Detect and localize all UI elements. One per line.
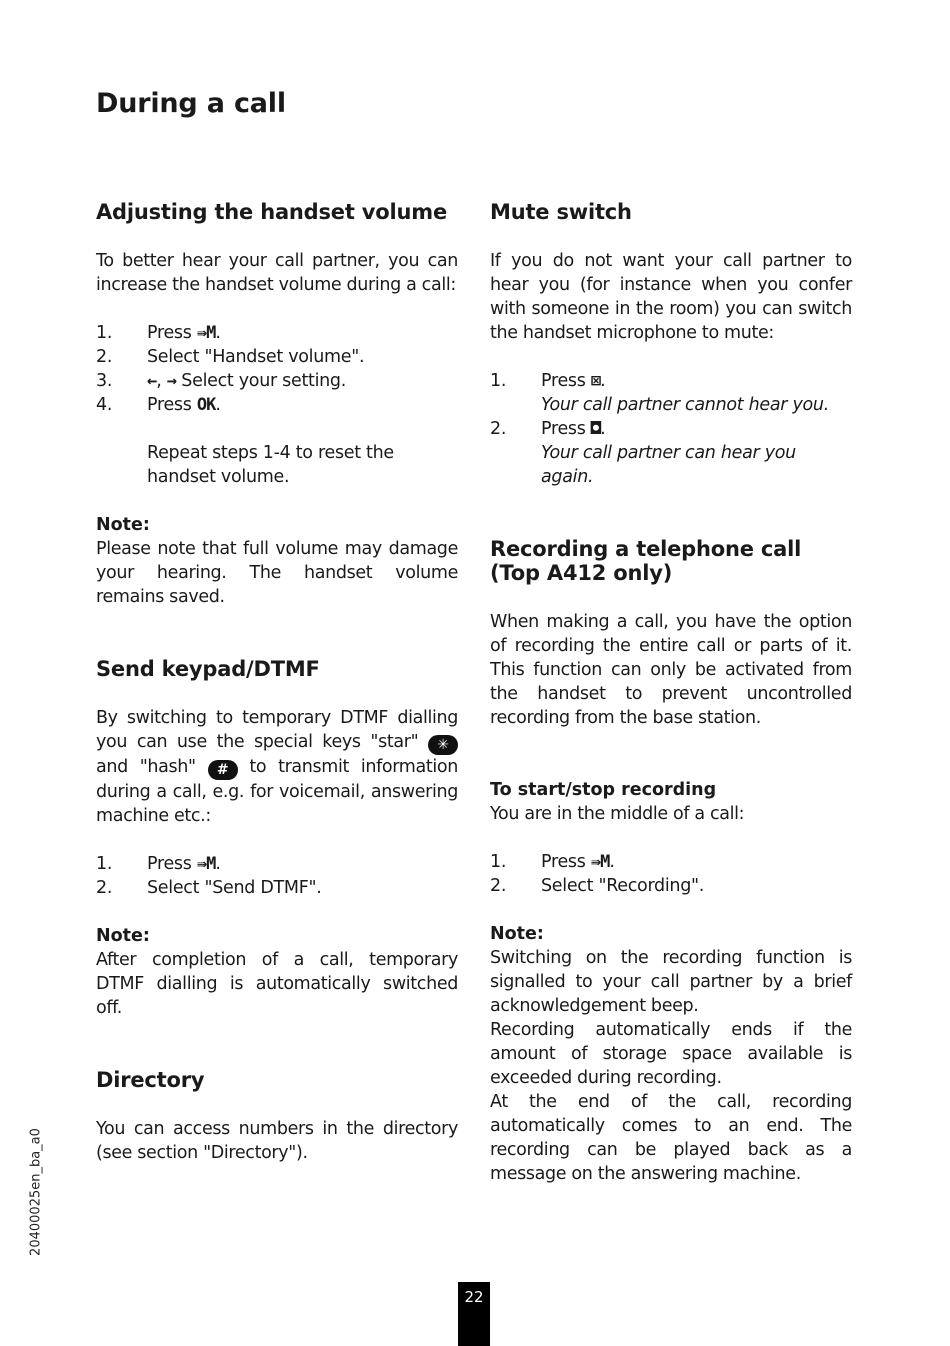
mute-section <box>490 200 852 489</box>
directory-section <box>96 1068 458 1165</box>
mute-steps <box>490 369 852 489</box>
dtmf-heading: Send keypad/DTMF <box>96 657 320 681</box>
mute-heading: Mute switch <box>490 200 632 224</box>
list-item: 3. ←, → Select your setting. <box>96 371 346 391</box>
left-column <box>96 200 458 1165</box>
recording-intro: When making a call, you have the option of recording the entire call or parts of it. This function can only be activated from the handset to prevent uncontrolled recording from the base station. <box>490 612 852 728</box>
list-item: 2. Press ◘. Your call partner can hear you again. <box>490 419 796 487</box>
handset-volume-intro: To better hear your call partner, you can increase the handset volume during a call: <box>96 251 458 295</box>
directory-text: You can access numbers in the directory (see section "Directory"). <box>96 1119 458 1163</box>
list-item: 4. Press OK. <box>96 395 221 415</box>
page-title: During a call <box>96 88 286 119</box>
recording-section <box>490 537 852 1186</box>
mute-intro: If you do not want your call partner to hear you (for instance when you confer with someone in the room) you can switch the handset microphone to mute: <box>490 251 852 343</box>
directory-heading: Directory <box>96 1068 205 1092</box>
mute-off-key-icon: ◘ <box>590 419 601 439</box>
note-text: Switching on the recording function is signalled to your call partner by a brief acknowledgement beep. <box>490 948 852 1016</box>
note-text: After completion of a call, temporary DTMF dialling is automatically switched off. <box>96 950 458 1018</box>
plus-key-icon: → <box>166 371 177 391</box>
note-text: At the end of the call, recording automatically comes to an end. The recording can be played back as a message on the answering machine. <box>490 1092 852 1184</box>
dtmf-intro: By switching to temporary DTMF dialling you can use the special keys "star" ✳ and "hash" # to transmit information during a call, e.g. for voicemail, answering machine etc.: <box>96 708 458 826</box>
recording-steps <box>490 850 852 898</box>
star-key-icon: ✳ <box>428 735 458 755</box>
note-text: Recording automatically ends if the amount of storage space available is exceeded during recording. <box>490 1020 852 1088</box>
note-label: Note: <box>96 515 150 535</box>
list-item: 2. Select "Send DTMF". <box>96 878 322 898</box>
mute-on-key-icon: ⊠ <box>590 371 601 391</box>
start-stop-label: To start/stop recording <box>490 780 717 800</box>
page-number: 22 <box>458 1282 490 1346</box>
handset-volume-section <box>96 200 458 609</box>
note-text: Please note that full volume may damage your hearing. The handset volume remains saved. <box>96 539 458 607</box>
menu-key-icon: ⇛M <box>196 854 216 874</box>
list-item: 2. Select "Handset volume". <box>96 347 365 367</box>
ok-key-icon: OK <box>196 395 216 415</box>
note-label: Note: <box>96 926 150 946</box>
dtmf-section <box>96 657 458 1020</box>
document-code: 20400025en_ba_a0 <box>28 1128 44 1256</box>
start-stop-text: You are in the middle of a call: <box>490 804 745 824</box>
hash-key-icon: # <box>208 760 238 780</box>
recording-heading: Recording a telephone call (Top A412 only) <box>490 537 802 585</box>
list-item: 1. Press ⊠. Your call partner cannot hear you. <box>490 371 829 415</box>
list-item: 1. Press ⇛M. <box>490 852 615 872</box>
list-item: 2. Select "Recording". <box>490 876 705 896</box>
dtmf-steps <box>96 852 458 900</box>
list-item: 1. Press ⇛M. <box>96 854 221 874</box>
repeat-instruction: Repeat steps 1-4 to reset the handset volume. <box>147 443 394 487</box>
note-label: Note: <box>490 924 544 944</box>
minus-key-icon: ← <box>147 371 157 391</box>
handset-volume-steps <box>96 321 458 417</box>
handset-volume-heading: Adjusting the handset volume <box>96 200 447 224</box>
menu-key-icon: ⇛M <box>590 852 610 872</box>
right-column <box>490 200 852 1186</box>
list-item: 1. Press ⇛M. <box>96 323 221 343</box>
menu-key-icon: ⇛M <box>196 323 216 343</box>
